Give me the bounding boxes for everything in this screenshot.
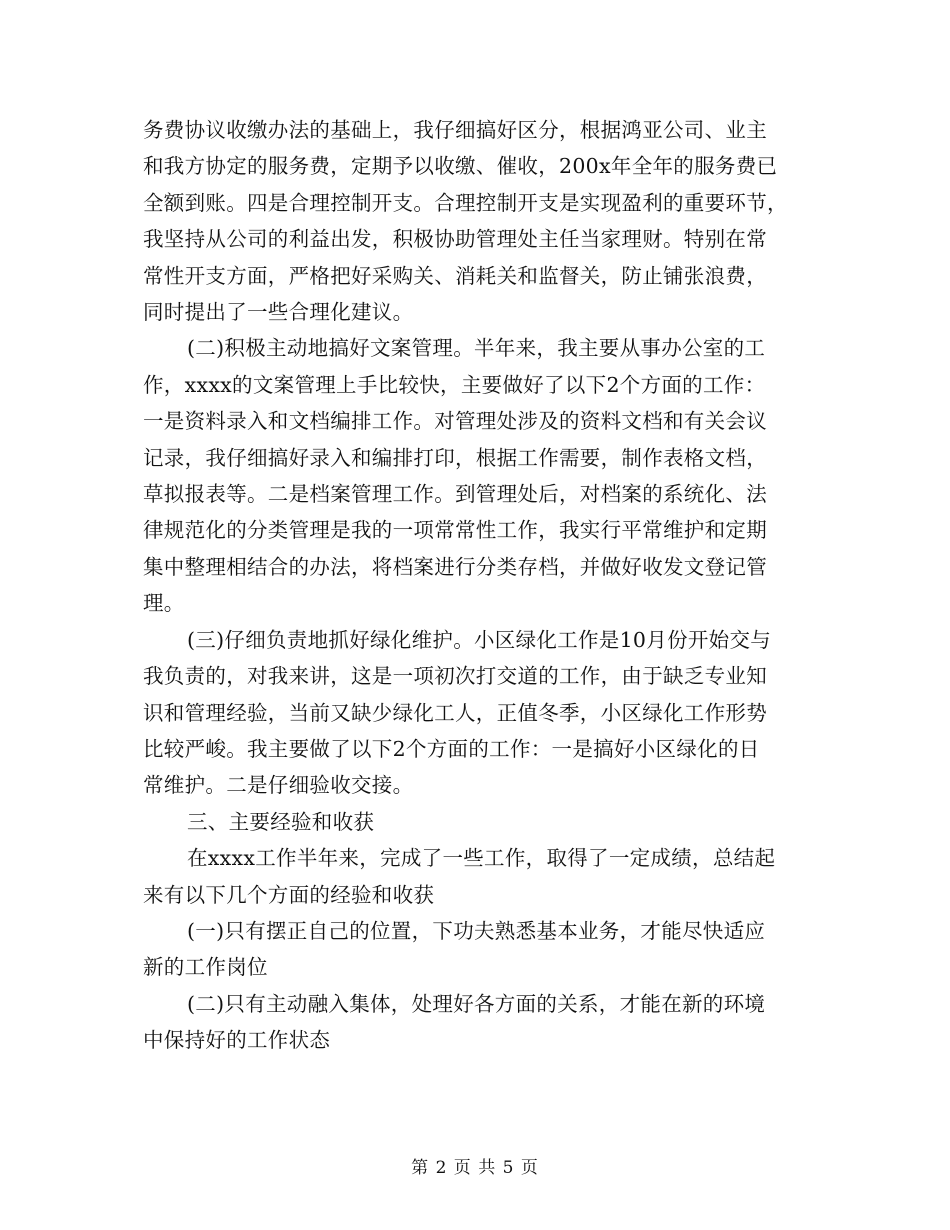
text-line: 常性开支方面，严格把好采购关、消耗关和监督关，防止铺张浪费，	[143, 263, 767, 288]
text-line: 中保持好的工作状态	[143, 1028, 331, 1053]
text-line: 常维护。二是仔细验收交接。	[143, 773, 414, 798]
paragraph	[143, 913, 807, 986]
paragraph	[143, 804, 807, 840]
text-line: 我坚持从公司的利益出发，积极协助管理处主任当家理财。特别在常	[143, 227, 767, 252]
text-line: 全额到账。四是合理控制开支。合理控制开支是实现盈利的重要环节，	[143, 190, 788, 215]
paragraph	[143, 112, 807, 330]
text-line: 比较严峻。我主要做了以下2个方面的工作：一是搞好小区绿化的日	[143, 736, 760, 761]
paragraph	[143, 622, 807, 804]
text-line: 在xxxx工作半年来，完成了一些工作，取得了一定成绩，总结起	[187, 846, 776, 871]
text-line: 三、主要经验和收获	[187, 809, 375, 834]
text-line: 理。	[143, 591, 185, 616]
paragraph	[143, 986, 807, 1059]
text-line: (一)只有摆正自己的位置，下功夫熟悉基本业务，才能尽快适应	[187, 918, 766, 943]
text-line: (二)只有主动融入集体，处理好各方面的关系，才能在新的环境	[187, 991, 766, 1016]
paragraph	[143, 330, 807, 621]
document-body	[143, 112, 807, 1059]
text-line: 记录，我仔细搞好录入和编排打印，根据工作需要，制作表格文档，	[143, 445, 767, 470]
text-line: 作，xxxx的文案管理上手比较快，主要做好了以下2个方面的工作：	[143, 372, 766, 397]
text-line: 务费协议收缴办法的基础上，我仔细搞好区分，根据鸿亚公司、业主	[143, 118, 767, 142]
text-line: 同时提出了一些合理化建议。	[143, 300, 414, 325]
text-line: 草拟报表等。二是档案管理工作。到管理处后，对档案的系统化、法	[143, 482, 767, 507]
page-number-footer: 第 2 页 共 5 页	[411, 1158, 539, 1178]
text-line: 和我方协定的服务费，定期予以收缴、催收，200x年全年的服务费已	[143, 154, 778, 179]
text-line: 来有以下几个方面的经验和收获	[143, 882, 435, 907]
text-line: (二)积极主动地搞好文案管理。半年来，我主要从事办公室的工	[187, 336, 766, 361]
text-line: 新的工作岗位	[143, 955, 268, 980]
text-line: 一是资料录入和文档编排工作。对管理处涉及的资料文档和有关会议	[143, 409, 767, 434]
text-line: 识和管理经验，当前又缺少绿化工人，正值冬季，小区绿化工作形势	[143, 700, 767, 725]
text-line: 我负责的，对我来讲，这是一项初次打交道的工作，由于缺乏专业知	[143, 664, 767, 689]
text-line: 律规范化的分类管理是我的一项常常性工作，我实行平常维护和定期	[143, 518, 767, 543]
paragraph	[143, 840, 807, 913]
text-line: 集中整理相结合的办法，将档案进行分类存档，并做好收发文登记管	[143, 554, 767, 579]
text-line: (三)仔细负责地抓好绿化维护。小区绿化工作是10月份开始交与	[187, 627, 772, 652]
